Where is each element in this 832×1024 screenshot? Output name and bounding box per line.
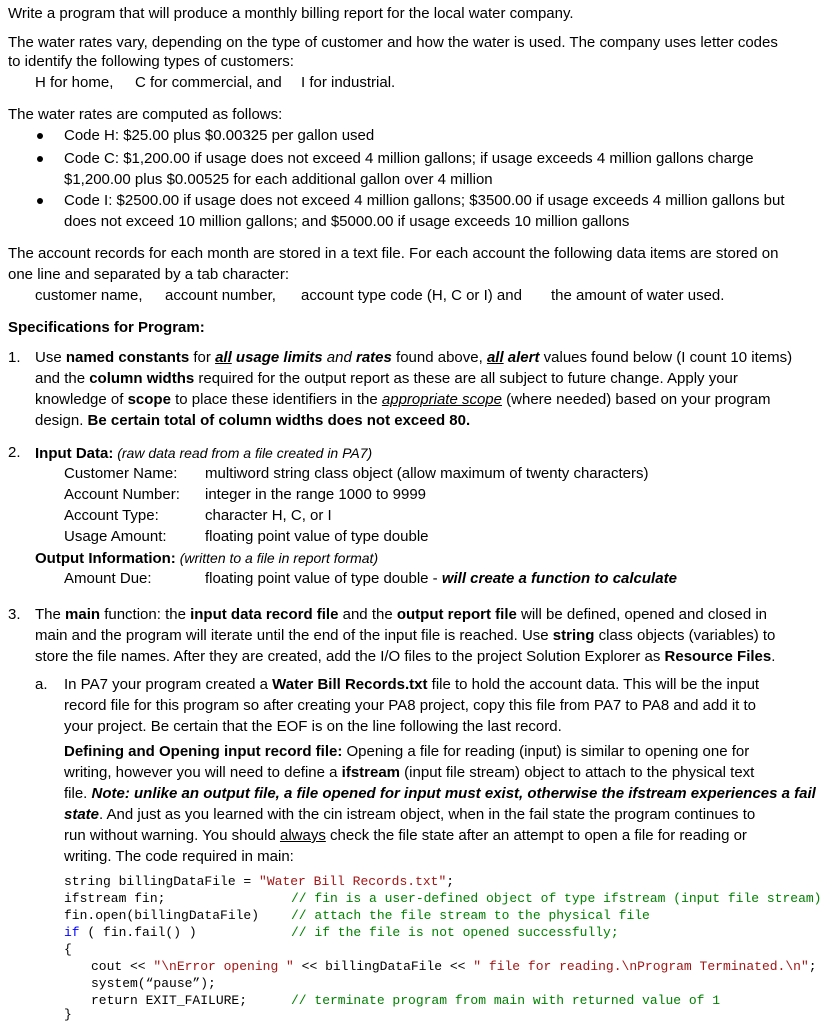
rate-code-c-line-1: Code C: $1,200.00 if usage does not exceed 4 million gallons; if usage exceeds 4 million gallons charge xyxy=(64,150,754,167)
bullet-icon xyxy=(37,198,43,204)
code-line-7: system(“pause”); xyxy=(91,976,216,991)
text: Resource Files xyxy=(664,648,772,665)
code-comment-3: // attach the file stream to the physical file xyxy=(291,908,650,923)
text: and the xyxy=(338,606,397,623)
text: if xyxy=(64,925,80,940)
text: ifstream xyxy=(341,764,401,781)
text: floating point value of type double - xyxy=(205,570,442,587)
text: In PA7 your program created a xyxy=(64,676,273,693)
defining-line-3 xyxy=(64,784,816,804)
text: string xyxy=(552,627,595,644)
rate-code-h: Code H: $25.00 plus $0.00325 per gallon used xyxy=(64,127,375,144)
text: The xyxy=(35,606,66,623)
input-label-usage-amount: Usage Amount: xyxy=(64,528,167,545)
text: cout << xyxy=(91,959,154,974)
text: output report file xyxy=(396,606,517,623)
bullet-icon xyxy=(37,133,43,139)
text: scope xyxy=(127,391,171,408)
text: and xyxy=(322,349,356,366)
code-comment-8: // terminate program from main with returned value of 1 xyxy=(291,993,721,1008)
text: state xyxy=(64,806,100,823)
text: required for the output report as these are all subject to future change. Apply your xyxy=(194,370,738,387)
text: main xyxy=(65,606,101,623)
text: function: the xyxy=(100,606,191,623)
text: usage limits xyxy=(231,349,323,366)
item-3a-letter: a. xyxy=(35,676,48,693)
code-line-6 xyxy=(91,958,817,975)
code-line-5: { xyxy=(64,942,72,957)
text: ; xyxy=(446,874,455,889)
text: named constants xyxy=(65,349,190,366)
text: and the xyxy=(35,370,90,387)
input-label-account-type: Account Type: xyxy=(64,507,159,524)
item-2-number: 2. xyxy=(8,444,21,461)
rate-code-i-line-2: does not exceed 10 million gallons; and $5000.00 if usage exceeds 10 million gallons xyxy=(64,213,630,230)
rates-intro-line-2: to identify the following types of customers: xyxy=(8,53,294,70)
input-value-account-number: integer in the range 1000 to 9999 xyxy=(205,486,427,503)
defining-line-4 xyxy=(64,805,755,825)
text: alert xyxy=(503,349,540,366)
text: for xyxy=(189,349,216,366)
item-3-number: 3. xyxy=(8,606,21,623)
output-value-amount-due xyxy=(205,569,677,589)
customer-type-commercial: C for commercial, and xyxy=(135,74,282,91)
text: all xyxy=(215,349,232,366)
text: "Water Bill Records.txt" xyxy=(259,874,447,889)
text: Note: unlike an output file, a file opened for input must exist, otherwise the ifstream experiences a fail xyxy=(91,785,816,802)
field-water-amount: the amount of water used. xyxy=(551,287,725,304)
input-value-usage-amount: floating point value of type double xyxy=(205,528,429,545)
code-line-4 xyxy=(64,924,197,941)
field-account-type: account type code (H, C or I) and xyxy=(301,287,522,304)
text: store the file names. After they are created, add the I/O files to the project Solution Explorer as xyxy=(35,648,665,665)
text: Defining and Opening input record file: xyxy=(64,743,343,760)
rates-intro-line-1: The water rates vary, depending on the type of customer and how the water is used. The company uses letter codes xyxy=(8,34,778,51)
text: << billingDataFile << xyxy=(293,959,474,974)
text: Output Information: xyxy=(35,550,176,567)
code-line-8: return EXIT_FAILURE; xyxy=(91,993,248,1008)
field-customer-name: customer name, xyxy=(35,287,143,304)
item-1-line-3 xyxy=(35,390,771,410)
text: ( fin.fail() ) xyxy=(79,925,197,940)
text: input data record file xyxy=(190,606,339,623)
text: file to hold the account data. This will be the input xyxy=(427,676,760,693)
text: all xyxy=(486,349,504,366)
text: (input file stream) object to attach to the physical text xyxy=(400,764,755,781)
text: Use xyxy=(35,349,66,366)
input-value-customer-name: multiword string class object (allow maximum of twenty characters) xyxy=(205,465,649,482)
field-account-number: account number, xyxy=(165,287,276,304)
customer-type-home: H for home, xyxy=(35,74,114,91)
item-3-line-2 xyxy=(35,626,775,646)
defining-line-5 xyxy=(64,826,747,846)
rates-heading: The water rates are computed as follows: xyxy=(8,106,283,123)
item-1-line-1 xyxy=(35,348,792,368)
item-1-line-2 xyxy=(35,369,738,389)
text: string billingDataFile = xyxy=(64,874,260,889)
input-label-customer-name: Customer Name: xyxy=(64,465,178,482)
code-line-1 xyxy=(64,873,454,890)
rate-code-c-line-2: $1,200.00 plus $0.00525 for each additional gallon over 4 million xyxy=(64,171,493,188)
item-3a-line-2: record file for this program so after creating your PA8 project, copy this file from PA7 to PA8 and add it to xyxy=(64,697,756,714)
text: rates xyxy=(356,349,392,366)
text: found above, xyxy=(391,349,487,366)
records-line-1: The account records for each month are stored in a text file. For each account the following data items are stored on xyxy=(8,245,779,262)
text: . And just as you learned with the cin istream object, when in the fail state the program continues to xyxy=(99,806,756,823)
output-info-heading xyxy=(35,548,378,569)
text: check the file state after an attempt to open a file for reading or xyxy=(325,827,747,844)
text: (where needed) based on your program xyxy=(502,391,771,408)
text: Be certain total of column widths does not exceed 80. xyxy=(87,412,471,429)
text: run without warning. You should xyxy=(64,827,280,844)
input-data-heading xyxy=(35,443,372,464)
defining-line-1 xyxy=(64,742,749,762)
item-3a-line-3: your project. Be certain that the EOF is on the line following the last record. xyxy=(64,718,562,735)
item-1-line-4 xyxy=(35,411,470,431)
code-line-2: ifstream fin; xyxy=(64,891,166,906)
item-3-line-1 xyxy=(35,605,767,625)
text: main and the program will iterate until the end of the input file is reached. Use xyxy=(35,627,553,644)
text: will create a function to calculate xyxy=(441,570,677,587)
text: writing, however you will need to define a xyxy=(64,764,342,781)
item-3-line-3 xyxy=(35,647,775,667)
text: file. xyxy=(64,785,92,802)
customer-type-industrial: I for industrial. xyxy=(301,74,396,91)
text: Opening a file for reading (input) is similar to opening one for xyxy=(342,743,750,760)
rate-code-i-line-1: Code I: $2500.00 if usage does not exceed 4 million gallons; $3500.00 if usage exceeds 4 million gallons but xyxy=(64,192,785,209)
text: to place these identifiers in the xyxy=(170,391,382,408)
text: will be defined, opened and closed in xyxy=(516,606,768,623)
item-1-number: 1. xyxy=(8,349,21,366)
text: Water Bill Records.txt xyxy=(272,676,428,693)
defining-line-2 xyxy=(64,763,754,783)
text: " file for reading.\nProgram Terminated.\n" xyxy=(473,959,809,974)
intro-line: Write a program that will produce a monthly billing report for the local water company. xyxy=(8,5,574,22)
text: values found below (I count 10 items) xyxy=(539,349,793,366)
spec-heading: Specifications for Program: xyxy=(8,319,205,336)
defining-line-6: writing. The code required in main: xyxy=(64,848,294,865)
item-3a-line-1 xyxy=(64,675,759,695)
text: design. xyxy=(35,412,88,429)
records-line-2: one line and separated by a tab character: xyxy=(8,266,290,283)
text: class objects (variables) to xyxy=(594,627,776,644)
text: . xyxy=(771,648,776,665)
input-value-account-type: character H, C, or I xyxy=(205,507,332,524)
text: (raw data read from a file created in PA7) xyxy=(113,445,373,461)
code-comment-4: // if the file is not opened successfully; xyxy=(291,925,619,940)
text: Input Data: xyxy=(35,445,114,462)
text: knowledge of xyxy=(35,391,128,408)
text: always xyxy=(279,827,326,844)
code-line-3: fin.open(billingDataFile) xyxy=(64,908,260,923)
text: ; xyxy=(808,959,817,974)
text: column widths xyxy=(89,370,195,387)
text: (written to a file in report format) xyxy=(175,550,379,566)
text: appropriate scope xyxy=(381,391,502,408)
code-comment-2: // fin is a user-defined object of type ifstream (input file stream) xyxy=(291,891,822,906)
input-label-account-number: Account Number: xyxy=(64,486,180,503)
text: "\nError opening " xyxy=(153,959,294,974)
bullet-icon xyxy=(37,156,43,162)
code-line-9: } xyxy=(64,1007,72,1022)
output-label-amount-due: Amount Due: xyxy=(64,570,152,587)
